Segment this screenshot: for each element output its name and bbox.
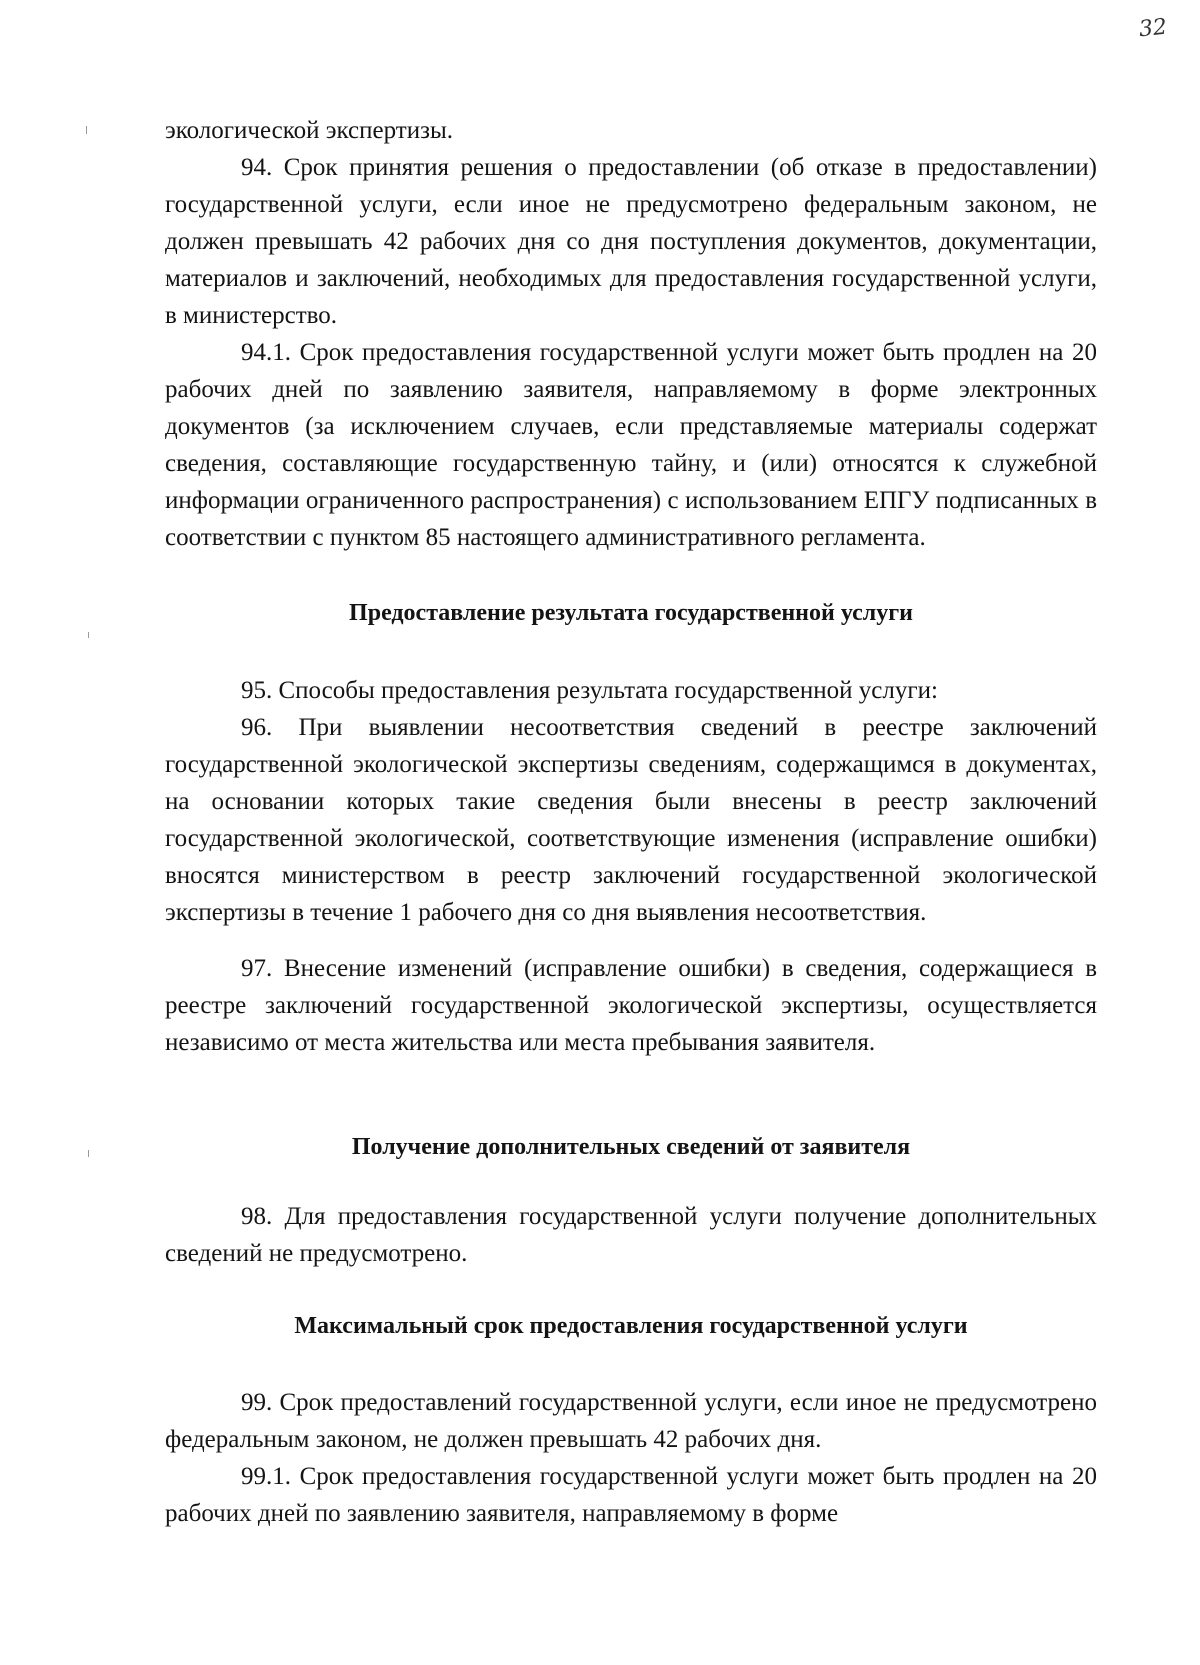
paragraph-99 xyxy=(165,1384,1097,1458)
paragraph-96 xyxy=(165,709,1097,931)
section-heading-result xyxy=(165,595,1097,632)
paragraph-text: 94.1. Срок предоставления государственной услуги может быть продлен на 20 рабочих дней по заявлению заявителя, направляемому в форме электронных документов (за исключением случаев, если представляемые материалы содержат сведения, составляющие государственную тайну, и (или) относятся к служебной информации ограниченного распространения) с использованием ЕПГУ подписанных в соответствии с пунктом 85 настоящего административного регламента. xyxy=(165,339,1097,551)
paragraph-text: 98. Для предоставления государственной услуги получение дополнительных сведений не предусмотрено. xyxy=(165,1203,1097,1267)
section-heading-max-term xyxy=(165,1308,1097,1345)
paragraph-95 xyxy=(165,672,1097,709)
paragraph-text: 99.1. Срок предоставления государственной услуги может быть продлен на 20 рабочих дней по заявлению заявителя, направляемому в форме xyxy=(165,1463,1097,1527)
paragraph-continuation xyxy=(165,112,1097,149)
section-heading-additional xyxy=(165,1129,1097,1166)
paragraph-text: 99. Срок предоставлений государственной услуги, если иное не предусмотрено федеральным законом, не должен превышать 42 рабочих дня. xyxy=(165,1389,1097,1453)
scan-speck xyxy=(86,126,87,134)
scan-speck xyxy=(88,632,89,638)
paragraph-text: 95. Способы предоставления результата государственной услуги: xyxy=(241,677,938,704)
section-heading: Максимальный срок предоставления государственной услуги xyxy=(294,1313,968,1339)
paragraph-text: 97. Внесение изменений (исправление ошибки) в сведения, содержащиеся в реестре заключений государственной экологической экспертизы, осуществляется независимо от места жительства или места пребывания заявителя. xyxy=(165,955,1097,1056)
paragraph-text: 96. При выявлении несоответствия сведений в реестре заключений государственной экологической экспертизы сведениям, содержащимся в документах, на основании которых такие сведения были внесены в реестр заключений государственной экологической, соответствующие изменения (исправление ошибки) вносятся министерством в реестр заключений государственной экологической экспертизы в течение 1 рабочего дня со дня выявления несоответствия. xyxy=(165,714,1097,926)
paragraph-text: экологической экспертизы. xyxy=(165,117,454,144)
paragraph-99-1 xyxy=(165,1458,1097,1532)
paragraph-text: 94. Срок принятия решения о предоставлении (об отказе в предоставлении) государственной услуги, если иное не предусмотрено федеральным законом, не должен превышать 42 рабочих дня со дня поступления документов, документации, материалов и заключений, необходимых для предоставления государственной услуги, в министерство. xyxy=(165,154,1097,329)
section-heading: Предоставление результата государственной услуги xyxy=(349,600,913,626)
paragraph-94 xyxy=(165,149,1097,334)
paragraph-97 xyxy=(165,950,1097,1061)
paragraph-98 xyxy=(165,1198,1097,1272)
scan-speck xyxy=(88,1150,89,1157)
section-heading: Получение дополнительных сведений от заявителя xyxy=(351,1134,911,1160)
paragraph-94-1 xyxy=(165,334,1097,556)
page-number: 32 xyxy=(1137,14,1169,43)
